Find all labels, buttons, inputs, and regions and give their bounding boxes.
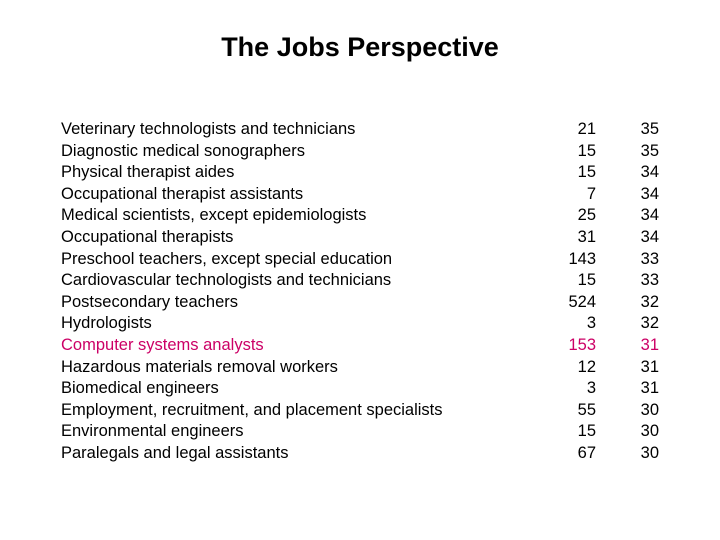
table-row xyxy=(61,357,661,379)
value-column-2: 35 xyxy=(640,120,659,138)
value-column-2: 32 xyxy=(640,314,659,333)
value-column-1: 153 xyxy=(568,335,596,354)
value-column-1: 3 xyxy=(586,314,596,333)
value-column-2: 34 xyxy=(640,184,659,203)
value-column-1: 524 xyxy=(568,292,596,311)
table-row xyxy=(61,162,661,184)
value-column-2: 34 xyxy=(640,163,659,182)
value-column-1: 15 xyxy=(577,163,596,182)
page-title: The Jobs Perspective xyxy=(221,32,499,62)
occupation-name: Occupational therapist assistants xyxy=(61,184,304,203)
occupation-name: Cardiovascular technologists and technicians xyxy=(61,271,392,290)
occupation-name: Postsecondary teachers xyxy=(61,292,239,311)
occupation-name: Hydrologists xyxy=(61,314,152,333)
value-column-1: 21 xyxy=(577,120,596,138)
table-row xyxy=(61,141,661,163)
value-column-2: 30 xyxy=(640,443,659,462)
value-column-2: 31 xyxy=(640,379,659,398)
occupation-name: Physical therapist aides xyxy=(61,163,235,182)
table-row xyxy=(61,119,661,141)
value-column-2: 33 xyxy=(640,271,659,290)
table-row xyxy=(61,421,661,443)
occupation-name: Veterinary technologists and technicians xyxy=(61,120,356,138)
jobs-table xyxy=(61,119,661,465)
occupation-name: Diagnostic medical sonographers xyxy=(61,141,305,160)
value-column-2: 34 xyxy=(640,227,659,246)
table-row xyxy=(61,270,661,292)
value-column-1: 15 xyxy=(577,271,596,290)
value-column-2: 35 xyxy=(640,141,659,160)
occupation-name: Computer systems analysts xyxy=(61,335,264,354)
occupation-name: Paralegals and legal assistants xyxy=(61,443,289,462)
value-column-1: 67 xyxy=(577,443,596,462)
value-column-1: 15 xyxy=(577,422,596,441)
table-row xyxy=(61,184,661,206)
value-column-1: 15 xyxy=(577,141,596,160)
value-column-2: 30 xyxy=(640,422,659,441)
table-row xyxy=(61,313,661,335)
value-column-2: 31 xyxy=(640,357,659,376)
table-row xyxy=(61,249,661,271)
value-column-2: 30 xyxy=(640,400,659,419)
table-row xyxy=(61,227,661,249)
value-column-1: 12 xyxy=(577,357,596,376)
table-row xyxy=(61,400,661,422)
value-column-1: 7 xyxy=(586,184,596,203)
value-column-1: 3 xyxy=(586,379,596,398)
occupation-name: Employment, recruitment, and placement specialists xyxy=(61,400,443,419)
value-column-2: 32 xyxy=(640,292,659,311)
occupation-name: Hazardous materials removal workers xyxy=(61,357,338,376)
value-column-1: 31 xyxy=(577,227,596,246)
table-row xyxy=(61,335,661,357)
occupation-name: Biomedical engineers xyxy=(61,379,219,398)
occupation-name: Occupational therapists xyxy=(61,227,234,246)
table-row xyxy=(61,443,661,465)
occupation-name: Medical scientists, except epidemiologists xyxy=(61,206,367,225)
value-column-2: 31 xyxy=(640,335,659,354)
value-column-2: 34 xyxy=(640,206,659,225)
table-row xyxy=(61,378,661,400)
value-column-1: 55 xyxy=(577,400,596,419)
table-row xyxy=(61,292,661,314)
occupation-name: Preschool teachers, except special education xyxy=(61,249,393,268)
value-column-2: 33 xyxy=(640,249,659,268)
value-column-1: 25 xyxy=(577,206,596,225)
occupation-name: Environmental engineers xyxy=(61,422,244,441)
value-column-1: 143 xyxy=(568,249,596,268)
table-row xyxy=(61,205,661,227)
